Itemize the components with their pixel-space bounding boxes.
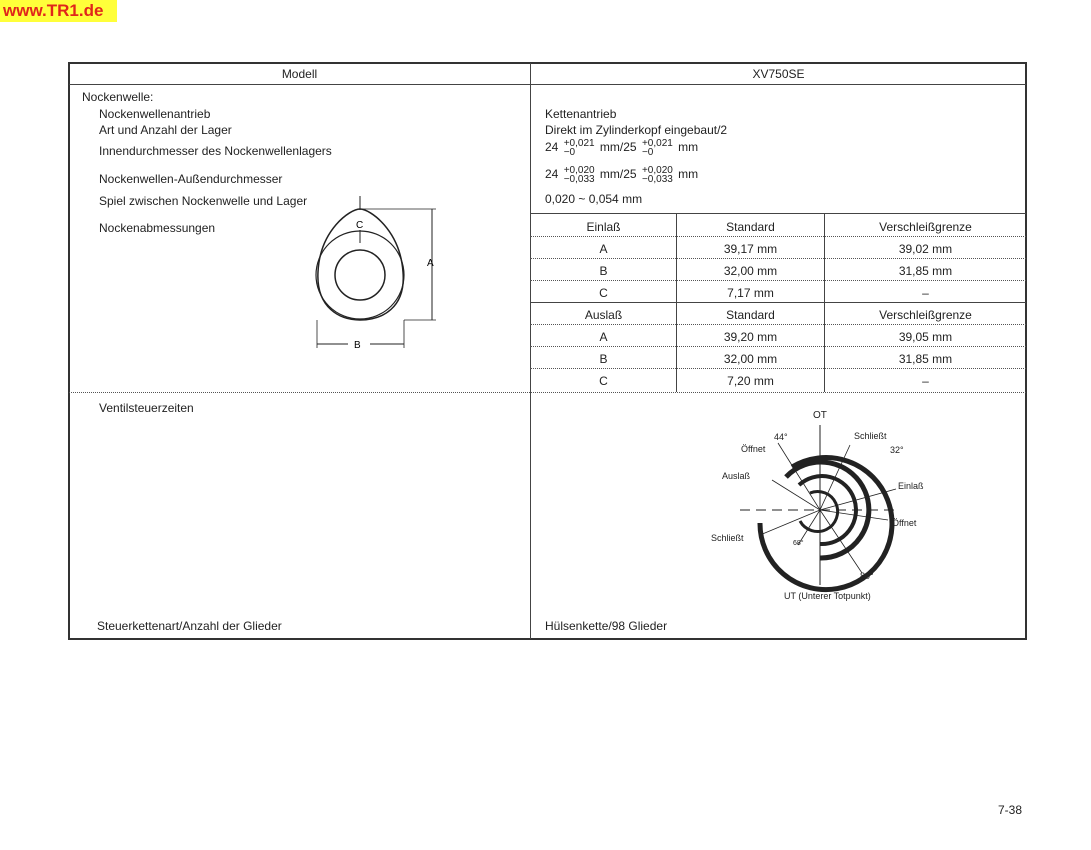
- label-clearance: Spiel zwischen Nockenwelle und Lager: [99, 194, 308, 208]
- cam-table-mid: [530, 302, 1026, 303]
- inner-mid: mm/25: [599, 140, 637, 155]
- cam-table-row-line: [530, 324, 1026, 325]
- cam-table-top: [530, 213, 1026, 214]
- value-clearance: 0,020 ~ 0,054 mm: [545, 192, 643, 206]
- exhaust-header-limit: Verschleißgrenze: [879, 308, 972, 322]
- section-divider: [69, 392, 1026, 393]
- label-valve-timing: Ventilsteuerzeiten: [99, 401, 194, 415]
- intake-row-b-label: B: [599, 264, 608, 278]
- tol-upper: +0,020: [563, 165, 595, 176]
- exhaust-header-label: Auslaß: [584, 308, 623, 322]
- label-oeffnet-top: Öffnet: [741, 444, 766, 454]
- page-number: 7-38: [998, 803, 1023, 817]
- cam-table-row-line: [530, 236, 1026, 237]
- label-ut: UT (Unterer Totpunkt): [784, 591, 871, 601]
- watermark-logo: www.TR1.de: [0, 0, 117, 22]
- tol-lower: −0,033: [641, 174, 673, 185]
- label-schliesst-top: Schließt: [854, 431, 887, 441]
- exhaust-row-b-limit: 31,85 mm: [898, 352, 953, 366]
- leader-einlass: [820, 489, 896, 510]
- dim-b-label: B: [354, 340, 361, 351]
- outer-unit: mm: [678, 167, 699, 182]
- exhaust-row-b-standard: 32,00 mm: [723, 352, 778, 366]
- tol-upper: +0,021: [641, 138, 673, 149]
- exhaust-row-b-label: B: [599, 352, 608, 366]
- inner-unit: mm: [678, 140, 699, 155]
- column-divider: [530, 63, 531, 639]
- cam-lobe-diagram: [300, 190, 450, 360]
- inner-tolerance-2: [642, 139, 673, 157]
- label-drive: Nockenwellenantrieb: [99, 107, 211, 121]
- value-bearings: Direkt im Zylinderkopf eingebaut/2: [545, 123, 728, 137]
- exhaust-row-c-label: C: [599, 374, 608, 388]
- exhaust-row-a-label: A: [599, 330, 608, 344]
- intake-row-a-label: A: [599, 242, 608, 256]
- cam-bore: [335, 250, 385, 300]
- intake-row-b-limit: 31,85 mm: [898, 264, 953, 278]
- exhaust-row-a-standard: 39,20 mm: [723, 330, 778, 344]
- header-divider: [69, 84, 1026, 85]
- outer-tolerance-2: [642, 166, 673, 184]
- label-einlass: Einlaß: [898, 481, 924, 491]
- cam-table-row-line: [530, 280, 1026, 281]
- value-timing-chain: Hülsenkette/98 Glieder: [545, 619, 668, 633]
- intake-row-c-label: C: [599, 286, 608, 300]
- dim-c-label: C: [356, 220, 364, 231]
- outer-tolerance-1: [564, 166, 595, 184]
- cam-table-row-line: [530, 368, 1026, 369]
- tol-upper: +0,020: [641, 165, 673, 176]
- value-outer-diameter: [545, 166, 698, 184]
- label-cam-dimensions: Nockenabmessungen: [99, 221, 216, 235]
- dim-a-label: A: [427, 258, 434, 269]
- label-ot: OT: [813, 410, 827, 421]
- intake-row-a-limit: 39,02 mm: [898, 242, 953, 256]
- label-timing-chain: Steuerkettenart/Anzahl der Glieder: [97, 619, 282, 633]
- header-model-label: Modell: [281, 67, 318, 81]
- leader-auslass: [772, 480, 820, 510]
- cam-base-circle: [316, 231, 404, 319]
- value-inner-diameter: [545, 139, 698, 157]
- value-drive: Kettenantrieb: [545, 107, 617, 121]
- label-bearings: Art und Anzahl der Lager: [99, 123, 232, 137]
- label-auslass: Auslaß: [722, 471, 751, 481]
- label-inner-diameter: Innendurchmesser des Nockenwellenlagers: [99, 144, 332, 158]
- tol-lower: −0,033: [563, 174, 595, 185]
- cam-table-row-line: [530, 258, 1026, 259]
- intake-header-standard: Standard: [726, 220, 775, 234]
- label-schliesst-left: Schließt: [711, 533, 744, 543]
- exhaust-row-a-limit: 39,05 mm: [898, 330, 953, 344]
- intake-row-c-limit: –: [922, 286, 929, 300]
- inner-base: 24: [545, 140, 559, 155]
- valve-timing-diagram: [700, 405, 960, 610]
- cam-table-row-line: [530, 346, 1026, 347]
- intake-row-c-standard: 7,17 mm: [727, 286, 774, 300]
- intake-row-a-standard: 39,17 mm: [723, 242, 778, 256]
- label-oeffnet-right: Öffnet: [892, 518, 917, 528]
- exhaust-row-c-limit: –: [922, 374, 929, 388]
- label-angle-80: 80°: [860, 571, 874, 581]
- tol-lower: −0: [563, 147, 576, 158]
- outer-mid: mm/25: [599, 167, 637, 182]
- tol-upper: +0,021: [563, 138, 595, 149]
- tol-lower: −0: [641, 147, 654, 158]
- outer-base: 24: [545, 167, 559, 182]
- label-angle-68: 68°: [793, 540, 804, 547]
- intake-row-b-standard: 32,00 mm: [723, 264, 778, 278]
- exhaust-header-standard: Standard: [726, 308, 775, 322]
- intake-header-label: Einlaß: [586, 220, 621, 234]
- header-model-value: XV750SE: [752, 67, 805, 81]
- section-camshaft: Nockenwelle:: [82, 90, 154, 104]
- exhaust-row-c-standard: 7,20 mm: [727, 374, 774, 388]
- label-angle-44: 44°: [774, 432, 788, 442]
- intake-header-limit: Verschleißgrenze: [879, 220, 972, 234]
- label-angle-32: 32°: [890, 445, 904, 455]
- inner-tolerance-1: [564, 139, 595, 157]
- label-outer-diameter: Nockenwellen-Außendurchmesser: [99, 172, 283, 186]
